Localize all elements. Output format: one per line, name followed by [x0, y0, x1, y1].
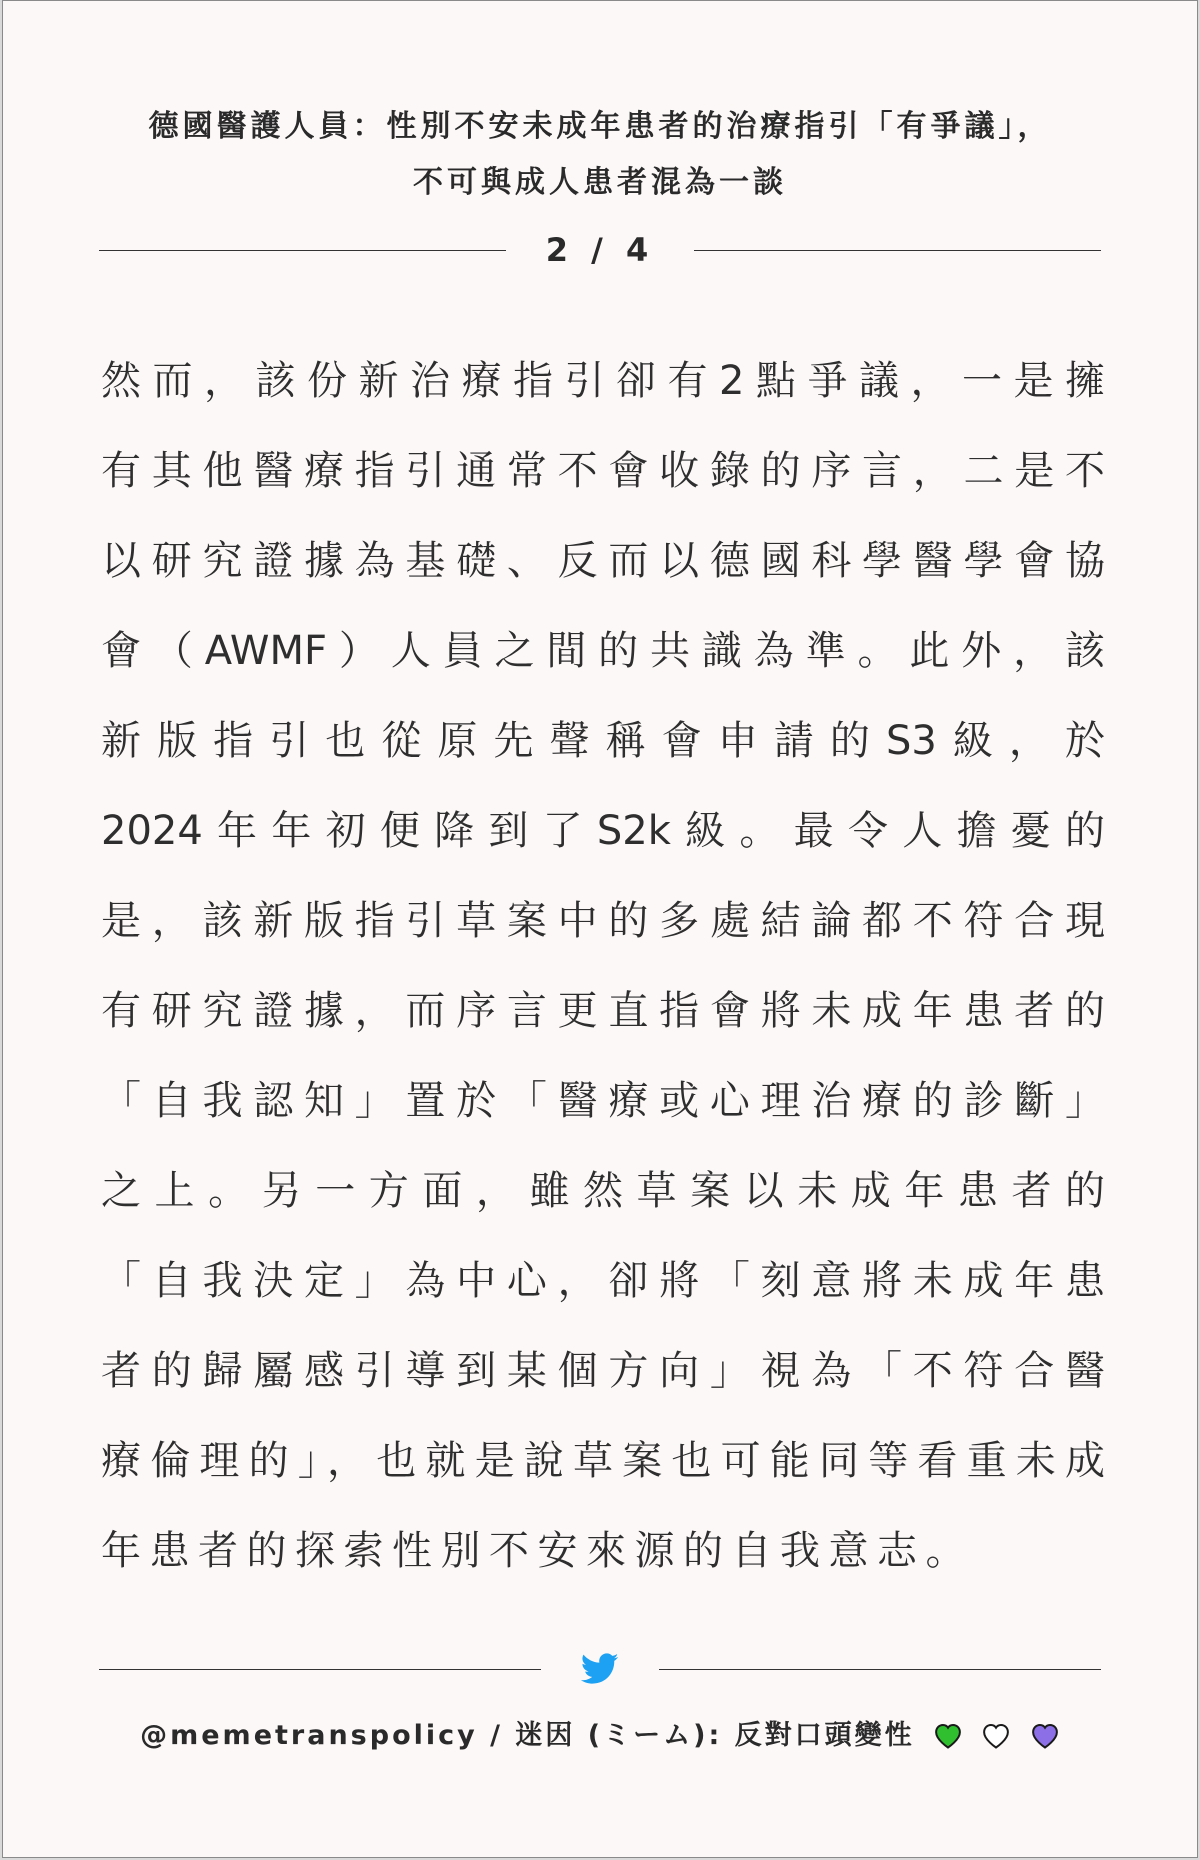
body-line: 年患者的探索性別不安來源的自我意志。	[101, 1528, 974, 1574]
body-line: 新版指引也從原先聲稱會申請的S3級，於	[101, 718, 1105, 764]
body-line: 之上。另一方面，雖然草案以未成年患者的	[101, 1168, 1105, 1214]
body-line: 有研究證據，而序言更直指會將未成年患者的	[101, 988, 1105, 1034]
post-card	[2, 0, 1198, 1858]
twitter-bird-icon[interactable]	[541, 1653, 659, 1685]
white-heart-icon	[981, 1721, 1011, 1756]
body-line: 2024年年初便降到了S2k級。最令人擔憂的	[101, 808, 1105, 854]
body-line: 以研究證據為基礎、反而以德國科學醫學會協	[101, 538, 1105, 584]
body-line: 然而，該份新治療指引卻有2點爭議，一是擁	[101, 358, 1105, 404]
page-indicator: 2 / 4	[545, 231, 655, 269]
twitter-handle[interactable]: @memetranspolicy / 迷因 (ミーム): 反對口頭變性	[140, 1720, 915, 1751]
body-line: 「自我決定」為中心，卻將「刻意將未成年患	[101, 1258, 1105, 1304]
footer-credit	[3, 1713, 1197, 1756]
footer-divider-row	[99, 1649, 1101, 1689]
divider-left	[99, 250, 506, 251]
title-line-1: 德國醫護人員：性別不安未成年患者的治療指引「有爭議」，	[148, 109, 1052, 144]
body-line: 會（AWMF）人員之間的共識為準。此外，該	[101, 628, 1105, 674]
divider-right	[694, 250, 1101, 251]
body-line: 療倫理的」，也就是說草案也可能同等看重未成	[101, 1438, 1105, 1484]
page-title	[3, 99, 1197, 211]
page-indicator-row	[99, 230, 1101, 270]
article-body	[101, 336, 1105, 1596]
divider-left	[99, 1669, 541, 1670]
body-line: 有其他醫療指引通常不會收錄的序言，二是不	[101, 448, 1105, 494]
green-heart-icon	[933, 1721, 963, 1756]
purple-heart-icon	[1030, 1721, 1060, 1756]
body-line: 者的歸屬感引導到某個方向」視為「不符合醫	[101, 1348, 1105, 1394]
body-line: 是，該新版指引草案中的多處結論都不符合現	[101, 898, 1105, 944]
title-line-2: 不可與成人患者混為一談	[413, 165, 787, 200]
divider-right	[659, 1669, 1101, 1670]
body-line: 「自我認知」置於「醫療或心理治療的診斷」	[101, 1078, 1105, 1124]
